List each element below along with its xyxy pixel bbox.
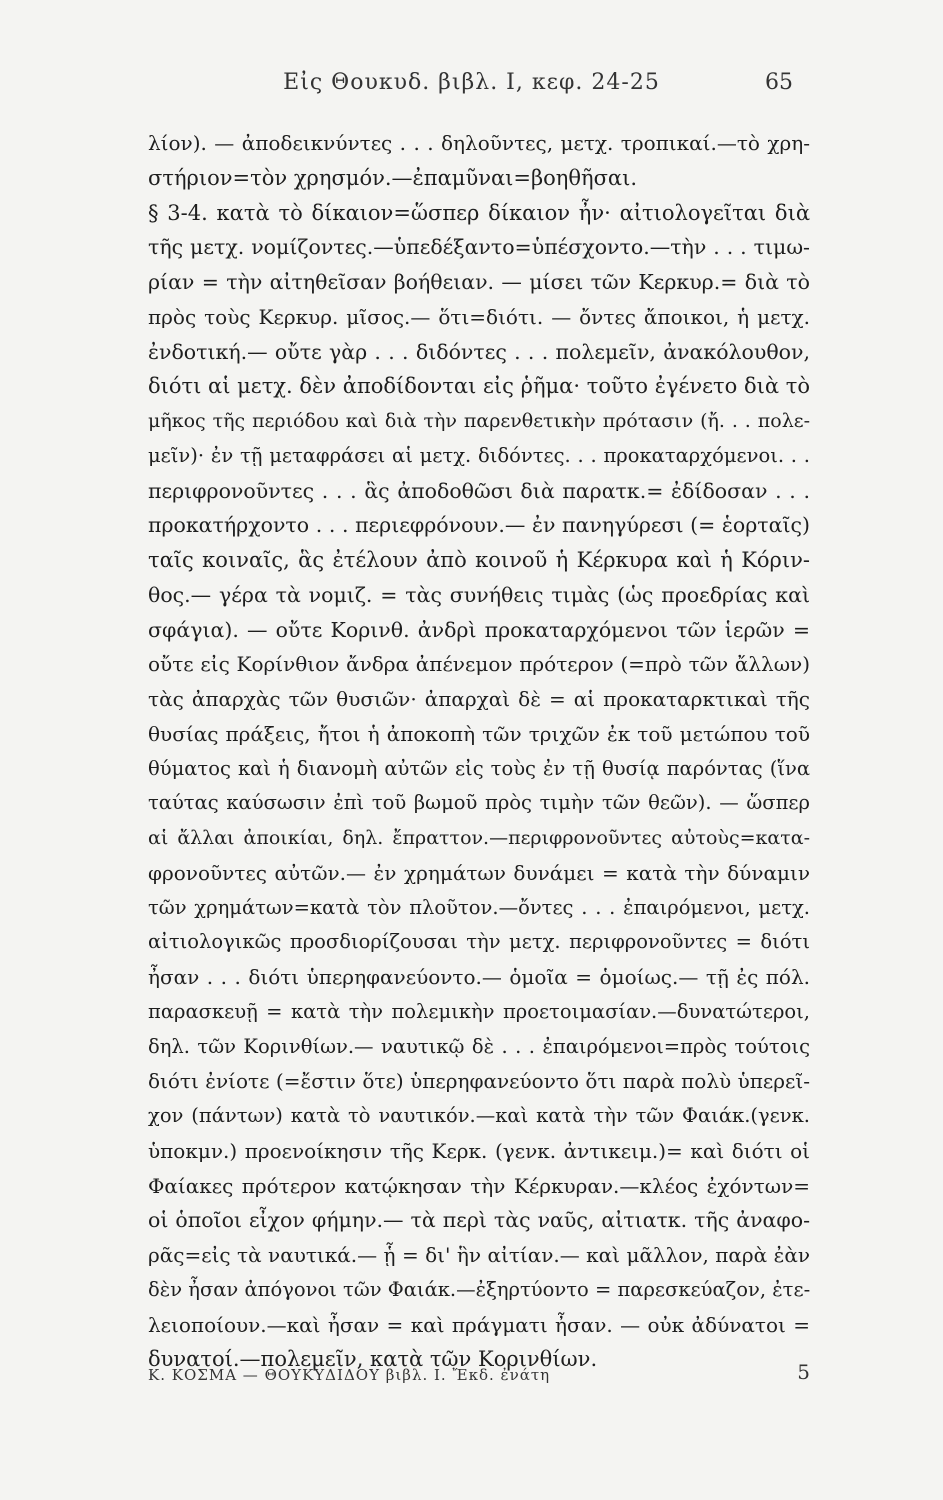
text-line: μεῖν)· ἐν τῇ μεταφράσει αἱ μετχ. διδόντες. . . προκαταρχόμενοι. . . bbox=[148, 443, 810, 467]
text-line: μῆκος τῆς περιόδου καὶ διὰ τὴν παρενθετικὴν πρότασιν (ἤ. . . πολε- bbox=[148, 410, 810, 432]
text-line: τὰς ἀπαρχὰς τῶν θυσιῶν· ἀπαρχαὶ δὲ = αἱ προκαταρκτικαὶ τῆς bbox=[148, 687, 810, 711]
text-line: προκατήρχοντο . . . περιεφρόνουν.— ἐν πανηγύρεσι (= ἑορταῖς) bbox=[148, 513, 810, 538]
text-line: ρίαν = τὴν αἰτηθεῖσαν βοήθειαν. — μίσει τῶν Κερκυρ.= διὰ τὸ bbox=[148, 270, 810, 294]
text-line: ὑποκμν.) προενοίκησιν τῆς Κερκ. (γενκ. ἀντικειμ.)= καὶ διότι οἱ bbox=[148, 1138, 810, 1163]
text-line: περιφρονοῦντες . . . ἃς ἀποδοθῶσι διὰ παρατκ.= ἐδίδοσαν . . . bbox=[148, 478, 810, 503]
text-line: § 3-4. κατὰ τὸ δίκαιον=ὥσπερ δίκαιον ἦν· αἰτιολογεῖται διὰ bbox=[148, 200, 810, 225]
text-line: φρονοῦντες αὐτῶν.— ἐν χρημάτων δυνάμει = κατὰ τὴν δύναμιν bbox=[148, 860, 810, 885]
text-line: ταύτας καύσωσιν ἐπὶ τοῦ βωμοῦ πρὸς τιμὴν τῶν θεῶν). — ὥσπερ bbox=[148, 791, 810, 815]
text-line: χον (πάντων) κατὰ τὸ ναυτικόν.—καὶ κατὰ τὴν τῶν Φαιάκ.(γενκ. bbox=[148, 1104, 810, 1127]
text-line: στήριον=τὸν χρησμόν.—ἐπαμῦναι=βοηθῆσαι. bbox=[148, 165, 637, 190]
running-title: Εἰς Θουκυδ. βιβλ. Ι, κεφ. 24-25 bbox=[283, 70, 660, 95]
running-head bbox=[0, 70, 943, 106]
text-line: παρασκευῇ = κατὰ τὴν πολεμικὴν προετοιμασίαν.—δυνατώτεροι, bbox=[148, 999, 810, 1023]
text-line: δυνατοί.—πολεμεῖν, κατὰ τῶν Κορινθίων. bbox=[148, 1347, 598, 1372]
commentary-body bbox=[148, 126, 810, 1377]
text-line: ἐνδοτική.— οὔτε γὰρ . . . διδόντες . . . πολεμεῖν, ἀνακόλουθον, bbox=[148, 339, 810, 364]
text-line: πρὸς τοὺς Κερκυρ. μῖσος.— ὅτι=διότι. — ὄντες ἄποικοι, ἡ μετχ. bbox=[148, 304, 810, 329]
text-line: θος.— γέρα τὰ νομιζ. = τὰς συνήθεις τιμὰς (ὡς προεδρίας καὶ bbox=[148, 582, 810, 607]
text-line: θυσίας πράξεις, ἤτοι ἡ ἀποκοπὴ τῶν τριχῶν ἐκ τοῦ μετώπου τοῦ bbox=[148, 721, 810, 746]
signature-mark: 5 bbox=[797, 1360, 810, 1384]
text-line: θύματος καὶ ἡ διανομὴ αὐτῶν εἰς τοὺς ἐν τῇ θυσίᾳ παρόντας (ἵνα bbox=[148, 756, 810, 780]
text-line: διότι ἐνίοτε (=ἔστιν ὅτε) ὑπερηφανεύοντο ὅτι παρὰ πολὺ ὑπερεῖ- bbox=[148, 1069, 810, 1094]
text-line: τῆς μετχ. νομίζοντες.—ὑπεδέξαντο=ὑπέσχοντο.—τὴν . . . τιμω- bbox=[148, 235, 810, 260]
text-line: οὔτε εἰς Κορίνθιον ἄνδρα ἀπένεμον πρότερον (=πρὸ τῶν ἄλλων) bbox=[148, 652, 810, 677]
text-line: ἦσαν . . . διότι ὑπερηφανεύοντο.— ὁμοῖα = ὁμοίως.— τῇ ἐς πόλ. bbox=[148, 965, 810, 989]
text-line: διότι αἱ μετχ. δὲν ἀποδίδονται εἰς ῥῆμα· τοῦτο ἐγένετο διὰ τὸ bbox=[148, 374, 810, 399]
text-line: ρᾶς=εἰς τὰ ναυτικά.— ᾗ = δι' ἣν αἰτίαν.— καὶ μᾶλλον, παρὰ ἐὰν bbox=[148, 1243, 810, 1267]
footer-imprint: Κ. ΚΟΣΜΑ — ΘΟΥΚΥΔΙΔΟΥ βιβλ. Ι. Ἔκδ. ἐνάτη bbox=[148, 1366, 551, 1384]
text-line: σφάγια). — οὔτε Κορινθ. ἀνδρὶ προκαταρχόμενοι τῶν ἱερῶν = bbox=[148, 617, 810, 642]
text-line: αἰτιολογικῶς προσδιορίζουσαι τὴν μετχ. περιφρονοῦντες = διότι bbox=[148, 930, 810, 954]
page-number: 65 bbox=[765, 70, 793, 95]
text-line: ταῖς κοιναῖς, ἃς ἐτέλουν ἀπὸ κοινοῦ ἡ Κέρκυρα καὶ ἡ Κόριν- bbox=[148, 548, 810, 572]
text-line: αἱ ἄλλαι ἀποικίαι, δηλ. ἔπραττον.—περιφρονοῦντες αὐτοὺς=κατα- bbox=[148, 827, 810, 849]
text-line: δὲν ἦσαν ἀπόγονοι τῶν Φαιάκ.—ἐξηρτύοντο = παρεσκεύαζον, ἐτε- bbox=[148, 1277, 810, 1301]
text-line: οἱ ὁποῖοι εἶχον φήμην.— τὰ περὶ τὰς ναῦς, αἰτιατκ. τῆς ἀναφο- bbox=[148, 1208, 810, 1233]
text-line: λίον). — ἀποδεικνύντες . . . δηλοῦντες, μετχ. τροπικαί.—τὸ χρη- bbox=[148, 131, 810, 155]
text-line: δηλ. τῶν Κορινθίων.— ναυτικῷ δὲ . . . ἐπαιρόμενοι=πρὸς τούτοις bbox=[148, 1034, 810, 1058]
text-line: τῶν χρημάτων=κατὰ τὸν πλοῦτον.—ὄντες . . . ἐπαιρόμενοι, μετχ. bbox=[148, 895, 810, 919]
text-line: Φαίακες πρότερον κατῴκησαν τὴν Κέρκυραν.—κλέος ἐχόντων= bbox=[148, 1173, 810, 1198]
page-footer bbox=[148, 1360, 810, 1388]
text-line: λειοποίουν.—καὶ ἦσαν = καὶ πράγματι ἦσαν. — οὐκ ἀδύνατοι = bbox=[148, 1312, 810, 1337]
